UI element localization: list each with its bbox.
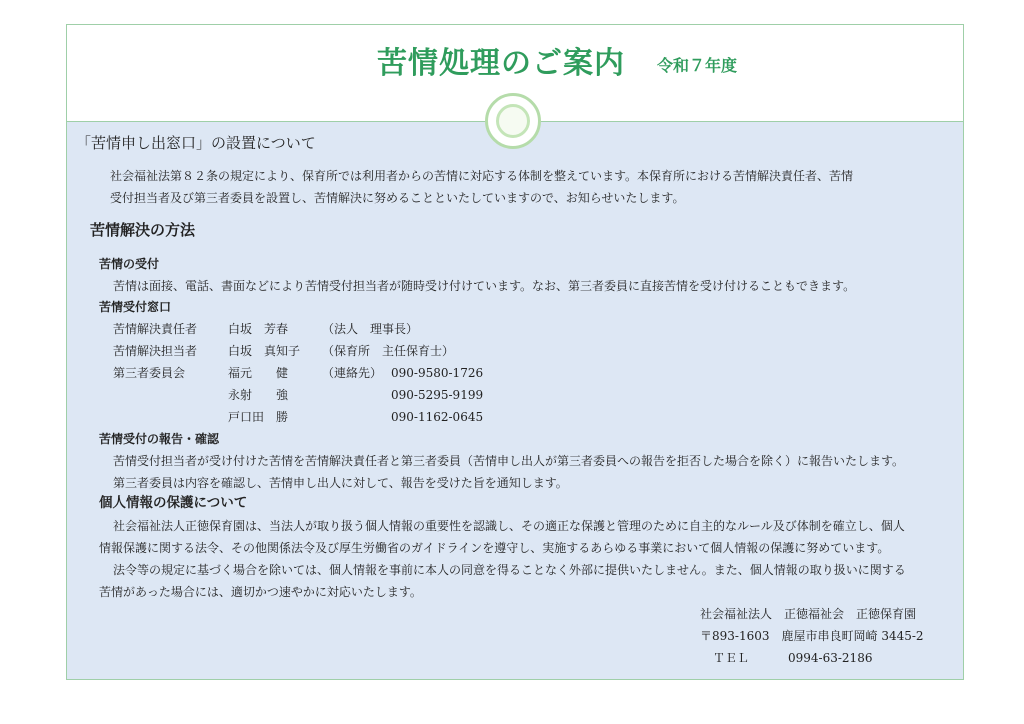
window-role: 苦情解決担当者 — [113, 344, 198, 358]
notice-frame — [66, 24, 964, 680]
window-name: 永射 強 — [228, 388, 289, 402]
setup-heading: 「苦情申し出窓口」の設置について — [76, 134, 316, 152]
report-line2: 第三者委員は内容を確認し、苦情申し出人に対して、報告を受けた旨を通知します。 — [113, 476, 568, 490]
page-title: 苦情処理のご案内 — [377, 46, 625, 81]
window-phone: 090-5295-9199 — [391, 388, 484, 402]
method-heading: 苦情解決の方法 — [90, 221, 196, 239]
setup-para-line2: 受付担当者及び第三者委員を設置し、苦情解決に努めることといたしていますので、お知らせいたします。 — [110, 191, 685, 205]
window-name: 白坂 真知子 — [228, 344, 301, 358]
report-line1: 苦情受付担当者が受け付けた苦情を苦情解決責任者と第三者委員（苦情申し出人が第三者委員への報告を拒否した場合を除く）に報告いたします。 — [113, 454, 905, 468]
footer-tel-label: ＴＥＬ — [713, 651, 750, 665]
window-phone: 090-9580-1726 — [391, 366, 484, 380]
window-note: （法人 理事長） — [322, 322, 419, 336]
privacy-line1: 社会福祉法人正徳保育園は、当法人が取り扱う個人情報の重要性を認識し、その適正な保護と管理のために自主的なルール及び体制を確立し、個人 — [113, 519, 905, 533]
reception-text: 苦情は面接、電話、書面などにより苦情受付担当者が随時受け付けています。なお、第三者委員に直接苦情を受け付けることもできます。 — [113, 279, 856, 293]
reception-heading: 苦情の受付 — [99, 257, 160, 271]
report-heading: 苦情受付の報告・確認 — [99, 432, 220, 446]
footer-address: 〒893-1603 鹿屋市串良町岡崎 3445-2 — [700, 629, 924, 643]
privacy-heading: 個人情報の保護について — [99, 495, 248, 511]
privacy-line3: 法令等の規定に基づく場合を除いては、個人情報を事前に本人の同意を得ることなく外部に提供いたしません。また、個人情報の取り扱いに関する — [113, 563, 906, 577]
window-note: （保育所 主任保育士） — [322, 344, 455, 358]
window-name: 福元 健 — [228, 366, 289, 380]
window-phone: 090-1162-0645 — [391, 410, 484, 424]
window-role: 第三者委員会 — [113, 366, 186, 380]
footer-organization: 社会福祉法人 正徳福祉会 正徳保育園 — [700, 607, 917, 621]
footer-tel: 0994-63-2186 — [788, 651, 873, 665]
setup-para-line1: 社会福祉法第８２条の規定により、保育所では利用者からの苦情に対応する体制を整えています。本保育所における苦情解決責任者、苦情 — [110, 169, 854, 183]
window-name: 白坂 芳春 — [228, 322, 289, 336]
window-heading: 苦情受付窓口 — [99, 300, 172, 314]
ring-ornament-icon — [485, 93, 541, 149]
privacy-line4: 苦情があった場合には、適切かつ速やかに対応いたします。 — [99, 585, 422, 599]
window-name: 戸口田 勝 — [228, 410, 289, 424]
privacy-line2: 情報保護に関する法令、その他関係法令及び厚生労働省のガイドラインを遵守し、実施するあらゆる事業において個人情報の保護に努めています。 — [99, 541, 890, 555]
window-note: （連絡先） — [322, 366, 383, 380]
window-role: 苦情解決責任者 — [113, 322, 198, 336]
page-subtitle-year: 令和７年度 — [657, 56, 738, 75]
